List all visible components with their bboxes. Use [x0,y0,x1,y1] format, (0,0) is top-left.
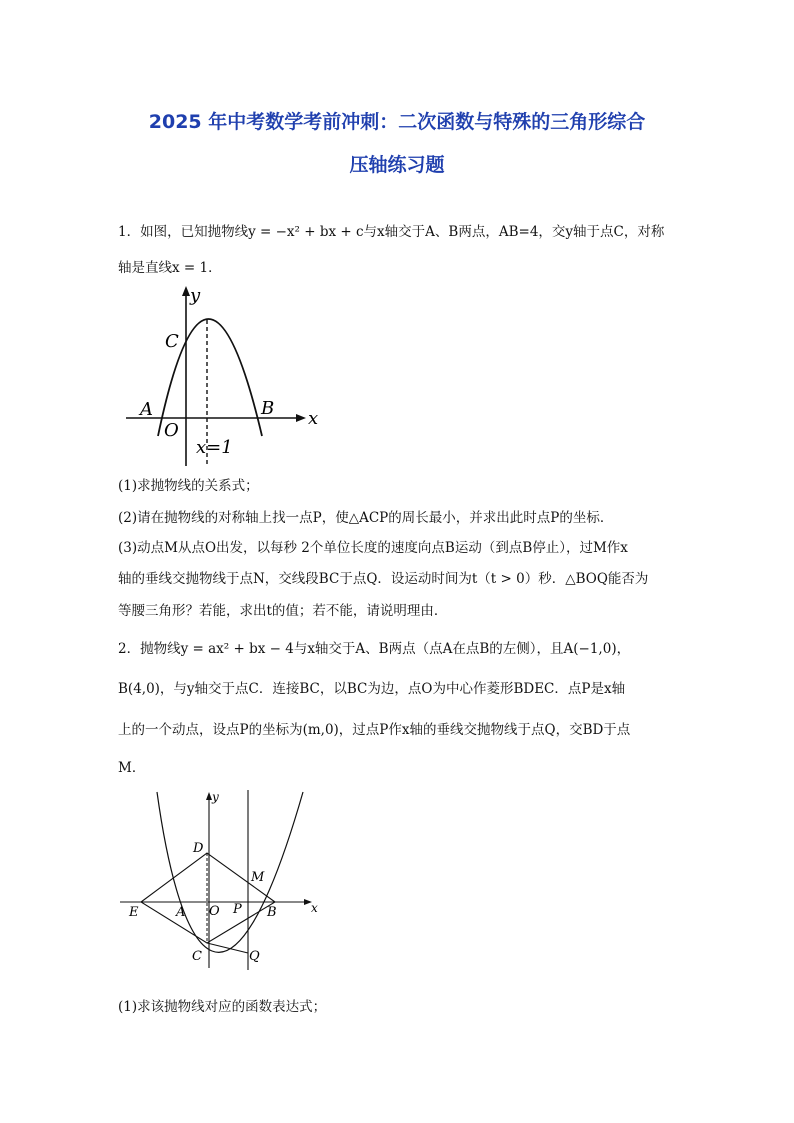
q2-label-x: x [311,901,318,915]
q1-x-arrow [296,414,306,422]
q2-label-O: O [209,904,220,919]
q1-label-x: x [308,408,319,429]
q2-label-P: P [233,902,242,917]
q2-figure [115,785,330,975]
q2-parabola [157,792,303,952]
q1-y-arrow [182,286,190,296]
q1-part3-line1: (3)动点M从点O出发，以每秒 2个单位长度的速度向点B运动（到点B停止），过M作x [118,540,628,556]
q1-label-C: C [165,331,179,352]
q1-label-A: A [140,399,153,420]
q1-figure [118,283,338,473]
q1-part2: (2)请在抛物线的对称轴上找一点P，使△ACP的周长最小，并求出此时点P的坐标． [118,510,614,526]
q1-label-y: y [190,285,201,306]
q2-stem-line1: 2．抛物线y = ax² + bx − 4与x轴交于A、B两点（点A在点B的左侧），且A(−1,0)， [118,641,631,657]
q1-stem-line1: 1．如图，已知抛物线y = −x² + bx + c与x轴交于A、B两点，AB=4，交y轴于点C，对称 [118,224,665,240]
page-title-line2: 压轴练习题 [349,154,445,176]
q1-part1: (1)求抛物线的关系式； [118,478,259,494]
q2-label-E: E [129,905,139,920]
q1-label-axis: x=1 [196,437,233,458]
q2-label-Q: Q [249,949,260,964]
q2-label-D: D [193,841,204,856]
q2-rhombus-BDEC [141,853,275,943]
q2-label-A: A [176,905,186,920]
q1-part3-line2: 轴的垂线交抛物线于点N，交线段BC于点Q．设运动时间为t（t > 0）秒．△BOQ能否为 [118,571,649,587]
q1-stem-line2: 轴是直线x = 1． [118,260,222,276]
q2-part1: (1)求该抛物线对应的函数表达式； [118,999,327,1015]
q1-label-O: O [164,420,179,441]
page-title-line1: 2025 年中考数学考前冲刺：二次函数与特殊的三角形综合 [148,111,646,133]
q2-label-C: C [192,949,202,964]
q2-stem-line2: B(4,0)，与y轴交于点C．连接BC，以BC为边，点O为中心作菱形BDEC．点P是x轴 [118,681,626,697]
q1-part3-line3: 等腰三角形？若能，求出t的值；若不能，请说明理由． [118,603,448,619]
q2-label-M: M [251,870,265,885]
q1-label-B: B [261,398,275,419]
q2-label-y: y [212,790,219,804]
q2-stem-line4: M． [118,760,146,776]
q2-stem-line3: 上的一个动点，设点P的坐标为(m,0)，过点P作x轴的垂线交抛物线于点Q，交BD于点 [118,722,631,738]
q2-label-B: B [267,905,277,920]
